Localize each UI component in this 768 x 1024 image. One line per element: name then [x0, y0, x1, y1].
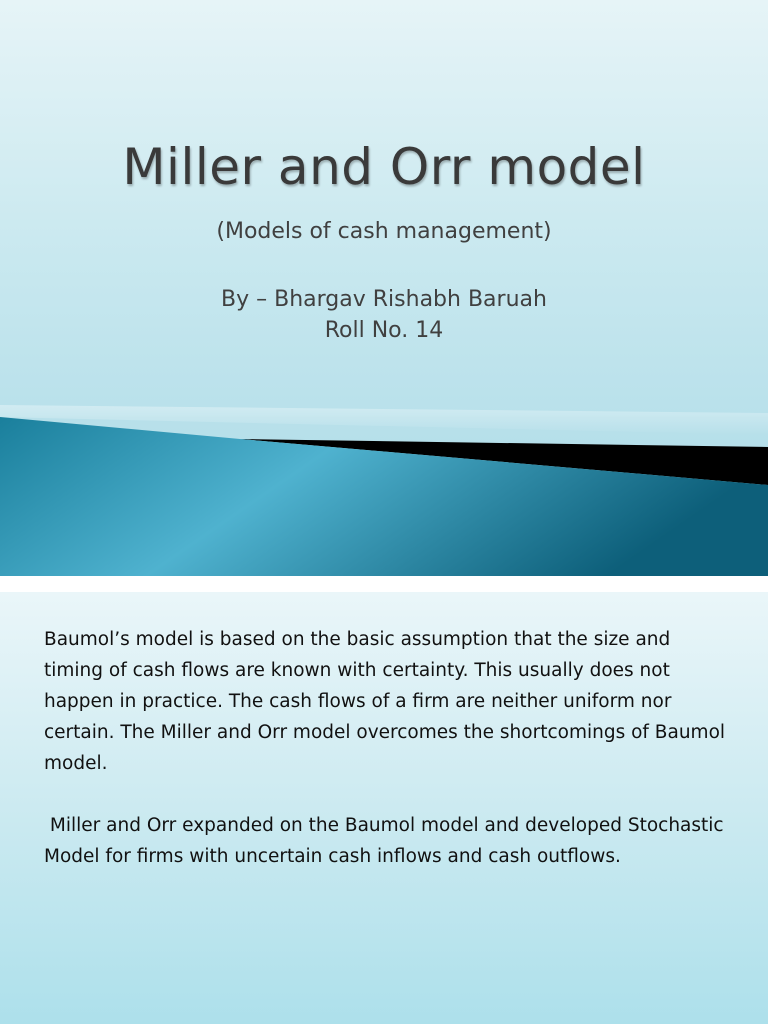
slide-body [44, 624, 734, 903]
slide-title: Miller and Orr model [122, 138, 646, 196]
roll-number: Roll No. 14 [324, 318, 444, 343]
decorative-wave-band [0, 405, 768, 576]
body-paragraph-2: Miller and Orr expanded on the Baumol model and developed Stochastic Model for firms with uncertain cash inflows and cash outflows. [44, 815, 730, 867]
body-paragraph-1: Baumol’s model is based on the basic assumption that the size and timing of cash flows are known with certainty. This usually does not happen in practice. The cash flows of a firm are neither uniform nor certain. The Miller and Orr model overcomes the shortcomings of Baumol model. [44, 629, 726, 774]
slide-separator [0, 576, 768, 592]
band-teal [0, 417, 768, 576]
slide-subtitle: (Models of cash management) [216, 219, 552, 244]
author-block [0, 284, 768, 346]
author-name: By – Bhargav Rishabh Baruah [221, 287, 547, 312]
